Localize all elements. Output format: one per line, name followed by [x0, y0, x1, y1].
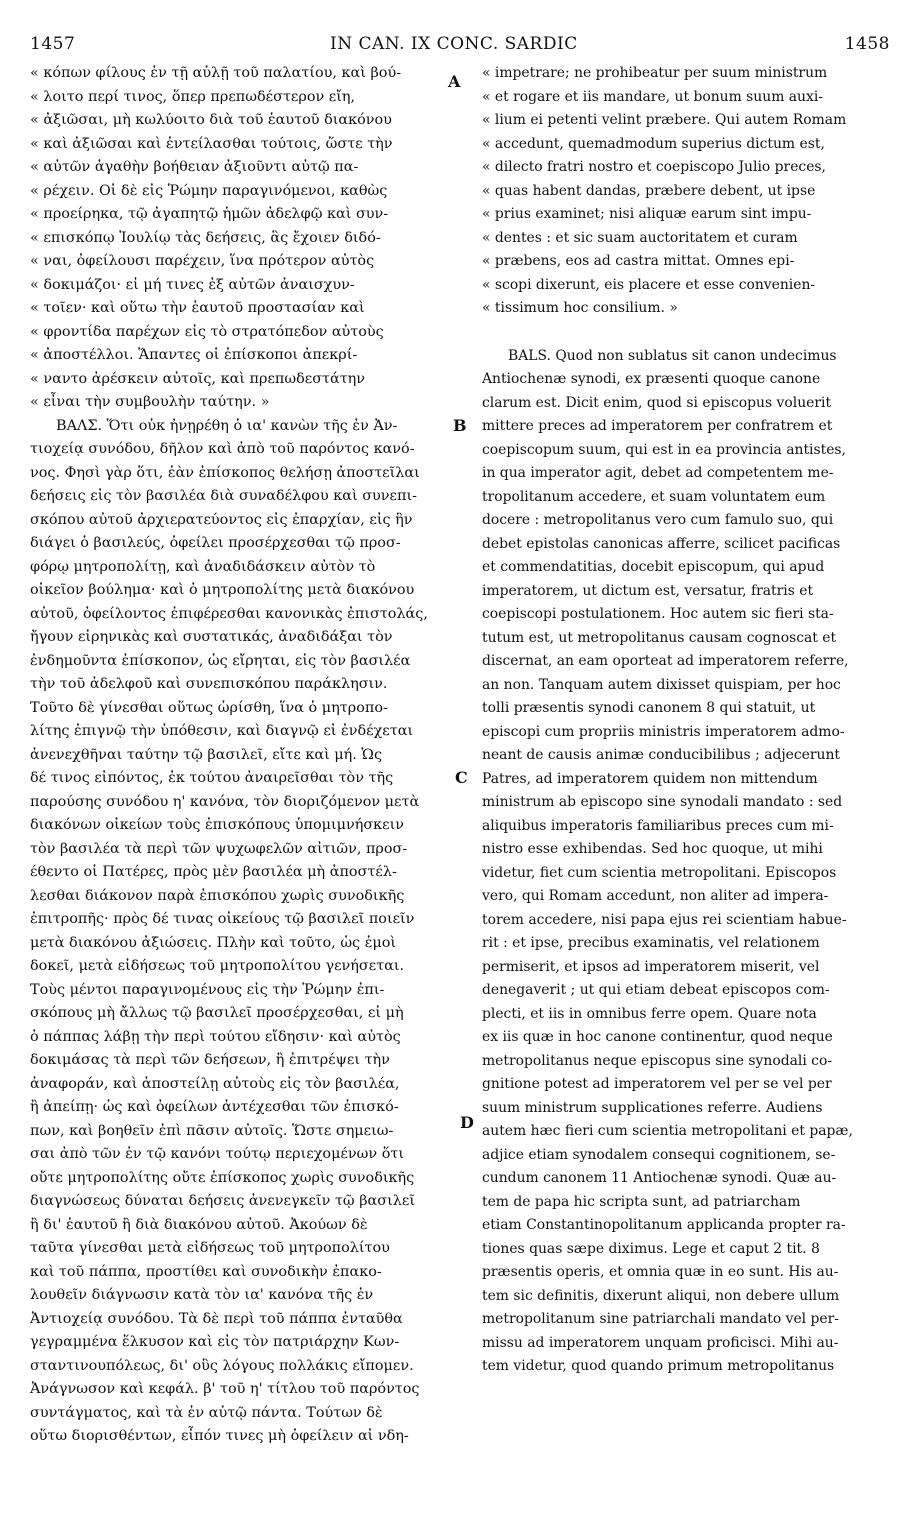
latin-quote-line: « quas habent dandas, præbere debent, ut ipse — [482, 182, 816, 199]
greek-body-line: αὐτοῦ, ὀφείλοντος ἐπιφέρεσθαι κανονικὰς ἐπιστολάς, — [30, 605, 428, 622]
latin-quote-line: « accedunt, quemadmodum superius dictum est, — [482, 135, 825, 152]
latin-body-line: cundum canonem 11 Antiochenæ synodi. Quæ au- — [482, 1170, 837, 1186]
greek-quote-line: « φροντίδα παρέχων εἰς τὸ στρατόπεδον αὐτοὺς — [30, 323, 384, 340]
greek-body-line: παρούσης συνόδου η' κανόνα, τὸν διοριζόμενον μετὰ — [30, 793, 420, 810]
latin-body-line: præsentis operis, et omnia quæ in eo sunt. His au- — [482, 1264, 839, 1280]
latin-body-line: vero, qui Romam accedunt, non aliter ad impera- — [482, 888, 829, 904]
greek-body-line: συντάγματος, καὶ τὰ ἐν αὐτῷ πάντα. Τούτων δὲ — [30, 1404, 383, 1421]
greek-body-line: ἀναφοράν, καὶ ἀποστείλῃ αὐτοὺς εἰς τὸν βασιλέα, — [30, 1075, 400, 1092]
latin-quote-line: « et rogare et iis mandare, ut bonum suum auxi- — [482, 88, 823, 105]
greek-body-line: διάγει ὁ βασιλεύς, ὀφείλει προσέρχεσθαι τῷ προσ- — [30, 535, 401, 551]
latin-body-line: tem videtur, quod quando primum metropolitanus — [482, 1358, 835, 1374]
latin-body-line: rit : et ipse, precibus examinatis, vel relationem — [482, 935, 820, 951]
greek-body-line: φόρῳ μητροπολίτῃ, καὶ ἀναδιδάσκειν αὐτὸν τὸ — [30, 558, 376, 575]
greek-body-line: σκόπου αὐτοῦ ἀρχιερατεύοντος εἰς ἐπαρχίαν, εἰς ἣν — [30, 511, 413, 528]
latin-commentary — [482, 345, 892, 1379]
greek-body-line: σαι ἀπὸ τῶν ἐν τῷ κανόνι τούτῳ περιεχομένων ὅτι — [30, 1146, 404, 1162]
latin-body-line: debet epistolas canonicas afferre, scilicet pacificas — [482, 535, 841, 552]
latin-quote-line: « lium ei petenti velint præbere. Qui autem Romam — [482, 112, 847, 128]
greek-quote-line: « επισκόπῳ Ἰουλίῳ τὰς δεήσεις, ἃς ἔχοιεν διδό- — [30, 229, 381, 246]
greek-body-line: Ἀνάγνωσον καὶ κεφάλ. β' τοῦ η' τίτλου τοῦ παρόντος — [30, 1381, 420, 1397]
latin-quote-line: « dentes : et sic suam auctoritatem et curam — [482, 229, 798, 246]
latin-body-line: Antiochenæ synodi, ex præsenti quoque canone — [482, 371, 821, 387]
greek-body-line: τὸν βασιλέα τὰ περὶ τῶν ψυχωφελῶν αἰτιῶν, προσ- — [30, 840, 408, 857]
latin-body-line: metropolitanum sine patriarchali mandato vel per- — [482, 1311, 839, 1327]
greek-commentary — [30, 415, 464, 1449]
greek-body-line: λίτης ἐπιγνῷ τὴν ὑπόθεσιν, καὶ διαγνῷ εἰ ἐνδέχεται — [30, 723, 414, 739]
latin-body-line: aliquibus imperatoris familiaribus preces cum mi- — [482, 817, 834, 834]
greek-body-line: σκόπους μὴ ἄλλως τῷ βασιλεῖ προσέρχεσθαι, εἰ μὴ — [30, 1005, 404, 1021]
greek-quote-line: « ἀξιῶσαι, μὴ κωλύοιτο διὰ τοῦ ἑαυτοῦ διακόνου — [30, 112, 392, 128]
latin-body-line: autem hæc fieri cum scientia metropolitani et papæ, — [482, 1123, 853, 1139]
greek-quote-line: « εἶναι τὴν συμβουλὴν ταύτην. » — [30, 394, 270, 410]
margin-letter-a: A — [448, 72, 461, 91]
greek-quote-line: « λοιτο περί τινος, ὅπερ πρεπωδέστερον εἴη, — [30, 88, 356, 105]
greek-body-line: δοκιμάσας τὰ περὶ τῶν δεήσεων, ἢ ἐπιτρέψει τὴν — [30, 1052, 390, 1068]
latin-body-line: adjice etiam synodalem consequi cognitionem, se- — [482, 1146, 836, 1163]
margin-letter-b: B — [453, 416, 467, 435]
greek-quote-line: « καὶ ἀξιῶσαι καὶ ἐντείλασθαι τούτοις, ὥστε τὴν — [30, 135, 393, 152]
latin-body-line: tem sic definitis, dixerunt aliqui, non debere ullum — [482, 1287, 840, 1304]
latin-body-line: metropolitanus neque episcopus sine synodali co- — [482, 1052, 833, 1069]
greek-body-line: οὔτε μητροπολίτης οὔτε ἐπίσκοπος χωρὶς συνοδικῆς — [30, 1169, 415, 1186]
latin-body-line: discernat, an eam oporteat ad imperatorem referre, — [482, 653, 849, 669]
latin-body-line: Patres, ad imperatorem quidem non mittendum — [482, 770, 818, 787]
latin-body-line: tiones quas sæpe diximus. Lege et caput 2 tit. 8 — [482, 1240, 820, 1257]
latin-quote-line: « tissimum hoc consilium. » — [482, 300, 678, 316]
margin-letter-d: D — [460, 1113, 474, 1132]
greek-body-line: ἢ ἀπείπῃ· ὡς καὶ ὀφείλων ἀντέχεσθαι τῶν ἐπισκό- — [30, 1099, 399, 1115]
greek-body-line: νος. Φησὶ γὰρ ὅτι, ἐὰν ἐπίσκοπος θελήσῃ ἀποστεῖλαι — [30, 464, 420, 481]
page-number-left: 1457 — [30, 34, 76, 54]
greek-quote-line: « κόπων φίλους ἐν τῇ αὐλῇ τοῦ παλατίου, καὶ βού- — [30, 65, 402, 81]
greek-body-line: τιοχείᾳ συνόδου, δῆλον καὶ ἀπὸ τοῦ παρόντος κανό- — [30, 441, 415, 457]
greek-body-line: τὴν τοῦ ἀδελφοῦ καὶ συνεπισκόπου παράκλησιν. — [30, 676, 388, 692]
latin-body-line: videtur, fiet cum scientia metropolitani. Episcopos — [482, 864, 837, 881]
greek-body-line: οὕτω διορισθέντων, εἶπόν τινες μὴ ὀφείλειν αἱ νδη- — [30, 1428, 409, 1444]
latin-body-line: ex iis quæ in hoc canone continentur, quod neque — [482, 1029, 833, 1045]
greek-body-line: δέ τινος εἰπόντος, ἐκ τούτου ἀναιρεῖσθαι τὸν τῆς — [30, 770, 394, 786]
greek-quote-line: « ἀποστέλλοι. Ἅπαντες οἱ ἐπίσκοποι ἀπεκρί- — [30, 347, 358, 363]
latin-body-line: ministrum ab episcopo sine synodali mandato : sed — [482, 794, 843, 810]
greek-quote-line: « αὐτῶν ἀγαθὴν βοήθειαν ἀξιοῦντι αὐτῷ πα- — [30, 159, 359, 175]
greek-quote-line: « ναντο ἀρέσκειν αὐτοῖς, καὶ πρεπωδεστάτην — [30, 370, 366, 387]
latin-body-line: imperatorem, ut dictum est, versatur, fratris et — [482, 582, 814, 599]
margin-letter-c: C — [455, 768, 468, 787]
latin-body-line: neant de causis animæ conducibilibus ; adjecerunt — [482, 747, 841, 763]
greek-body-line: ἤγουν εἰρηνικὰς καὶ συστατικάς, ἀναδιδάξαι τὸν — [30, 629, 393, 645]
latin-quote-line: « dilecto fratri nostro et coepiscopo Julio preces, — [482, 159, 826, 175]
greek-body-line: ἀνενεχθῆναι ταύτην τῷ βασιλεῖ, εἴτε καὶ μή. Ὡς — [30, 746, 383, 763]
latin-body-line: an non. Tanquam autem dixisset quispiam, per hoc — [482, 676, 841, 693]
greek-body-line: καὶ τοῦ πάππα, προστίθει καὶ συνοδικὴν ἐπακο- — [30, 1263, 382, 1280]
running-title: IN CAN. IX CONC. SARDIC — [330, 34, 578, 54]
latin-body-line: gnitione potest ad imperatorem vel per se vel per — [482, 1076, 832, 1092]
greek-column — [30, 62, 464, 1449]
latin-body-line: plecti, et iis in omnibus ferre opem. Quare nota — [482, 1005, 817, 1022]
latin-body-line: missu ad imperatorem unquam proficisci. Mihi au- — [482, 1334, 839, 1351]
latin-body-line: in qua imperator agit, debet ad competentem me- — [482, 465, 834, 481]
latin-body-line: denegaverit ; ut qui etiam debeat episcopos com- — [482, 982, 830, 998]
greek-body-line: οἰκεῖον βούλημα· καὶ ὁ μητροπολίτης μετὰ διακόνου — [30, 582, 415, 598]
greek-body-line: ἢ δι' ἑαυτοῦ ἢ διὰ διακόνου αὐτοῦ. Ἀκούων δὲ — [30, 1216, 368, 1233]
latin-body-line: docere : metropolitanus vero cum famulo suo, qui — [482, 512, 834, 528]
greek-body-line: ὁ πάππας λάβῃ τὴν περὶ τούτου εἴδησιν· καὶ αὐτὸς — [30, 1028, 401, 1045]
latin-body-line: mittere preces ad imperatorem per confratrem et — [482, 418, 833, 434]
latin-quote-line: « scopi dixerunt, eis placere et esse convenien- — [482, 276, 816, 293]
latin-body-line: nistro esse exhibendas. Sed hoc quoque, ut mihi — [482, 841, 823, 857]
greek-body-line: Τοὺς μέντοι παραγινομένους εἰς τὴν Ῥώμην ἐπι- — [30, 981, 385, 998]
latin-canon-quote — [482, 62, 892, 321]
greek-body-line: ΒΑΛΣ. Ὅτι οὐκ ἠνῃρέθη ὁ ια' κανὼν τῆς ἐν Ἀν- — [56, 417, 398, 434]
greek-body-line: δεήσεις εἰς τὸν βασιλέα διὰ συναδέλφου καὶ συνεπι- — [30, 488, 417, 504]
latin-body-line: torem accedere, nisi papa ejus rei scientiam habue- — [482, 911, 847, 928]
greek-quote-line: « ρέχειν. Οἱ δὲ εἰς Ῥώμην παραγινόμενοι, καθὼς — [30, 182, 388, 199]
greek-body-line: Τοῦτο δὲ γίνεσθαι οὕτως ὡρίσθη, ἵνα ὁ μητροπο- — [30, 699, 388, 716]
greek-body-line: ταῦτα γίνεσθαι μετὰ εἰδήσεως τοῦ μητροπολίτου — [30, 1240, 390, 1256]
greek-body-line: πων, καὶ βοηθεῖν ἐπὶ πᾶσιν αὐτοῖς. Ὥστε σημειω- — [30, 1122, 394, 1139]
greek-body-line: δοκεῖ, μετὰ εἰδήσεως τοῦ μητροπολίτου γενήσεται. — [30, 958, 405, 974]
latin-body-line: coepiscopum suum, qui est in ea provincia antistes, — [482, 441, 846, 458]
greek-quote-line: « τοῖεν· καὶ οὕτω τὴν ἑαυτοῦ προστασίαν καὶ — [30, 300, 365, 316]
greek-canon-quote — [30, 62, 464, 415]
greek-body-line: σταντινουπόλεως, δι' οὓς λόγους πολλάκις εἴπομεν. — [30, 1357, 414, 1374]
greek-quote-line: « δοκιμάζοι· εἰ μή τινες ἐξ αὐτῶν ἀναισχυν- — [30, 276, 355, 293]
greek-body-line: μετὰ διακόνου ἀξιώσεις. Πλὴν καὶ τοῦτο, ὡς ἐμοὶ — [30, 934, 397, 951]
page-number-right: 1458 — [844, 34, 890, 54]
latin-body-line: tutum est, ut metropolitanus causam cognoscat et — [482, 629, 837, 646]
latin-column — [482, 62, 892, 1379]
latin-quote-line: « impetrare; ne prohibeatur per suum ministrum — [482, 65, 828, 81]
latin-body-line: coepiscopi postulationem. Hoc autem sic fieri sta- — [482, 606, 834, 622]
latin-body-line: clarum est. Dicit enim, quod si episcopus voluerit — [482, 394, 832, 411]
greek-body-line: ἐνδημοῦντα ἐπίσκοπον, ὡς εἴρηται, εἰς τὸν βασιλέα — [30, 652, 411, 669]
latin-body-line: suum ministrum supplicationes referre. Audiens — [482, 1099, 823, 1116]
latin-body-line: etiam Constantinopolitanum applicanda propter ra- — [482, 1217, 846, 1233]
greek-body-line: γεγραμμένα ἕλκυσον καὶ εἰς τὸν πατριάρχην Κων- — [30, 1334, 400, 1350]
latin-body-line: et commendatitias, docebit episcopum, qui apud — [482, 559, 825, 575]
running-header — [30, 34, 890, 58]
greek-body-line: διαγνώσεως δύναται δεήσεις ἀνενεγκεῖν τῷ βασιλεῖ — [30, 1193, 415, 1209]
greek-body-line: λεσθαι διάκονον παρὰ ἐπισκόπου χωρὶς συνοδικῆς — [30, 887, 405, 904]
greek-body-line: διακόνων οἰκείων τοὺς ἐπισκόπους ὑπομιμνήσκειν — [30, 817, 405, 833]
greek-quote-line: « προείρηκα, τῷ ἀγαπητῷ ἡμῶν ἀδελφῷ καὶ συν- — [30, 206, 389, 222]
greek-body-line: Ἀντιοχείᾳ συνόδου. Τὰ δὲ περὶ τοῦ πάππα ἐνταῦθα — [30, 1310, 403, 1327]
latin-body-line: tropolitanum accedere, et suam voluntatem eum — [482, 488, 826, 505]
greek-body-line: ἐπιτροπῆς· πρὸς δέ τινας οἰκείους τῷ βασιλεῖ ποιεῖν — [30, 911, 415, 927]
latin-body-line: episcopi cum propriis ministris imperatorem admo- — [482, 723, 845, 740]
greek-body-line: έθεντο οἱ Πατέρες, πρὸς μὲν βασιλέα μὴ ἀποστέλ- — [30, 864, 397, 880]
latin-quote-line: « præbens, eos ad castra mittat. Omnes epi- — [482, 253, 795, 269]
greek-body-line: λουθεῖν διάγνωσιν κατὰ τὸν ια' κανόνα τῆς ἐν — [30, 1287, 374, 1303]
greek-quote-line: « ναι, ὀφείλουσι παρέχειν, ἵνα πρότερον αὐτὸς — [30, 253, 375, 269]
latin-body-line: BALS. Quod non sublatus sit canon undecimus — [508, 347, 837, 364]
latin-quote-line: « prius examinet; nisi aliquæ earum sint impu- — [482, 206, 812, 222]
latin-body-line: tem de papa hic scripta sunt, ad patriarcham — [482, 1193, 801, 1210]
latin-body-line: tolli præsentis synodi canonem 8 qui statuit, ut — [482, 700, 816, 716]
latin-body-line: permiserit, et ipsos ad imperatorem miserit, vel — [482, 958, 820, 975]
